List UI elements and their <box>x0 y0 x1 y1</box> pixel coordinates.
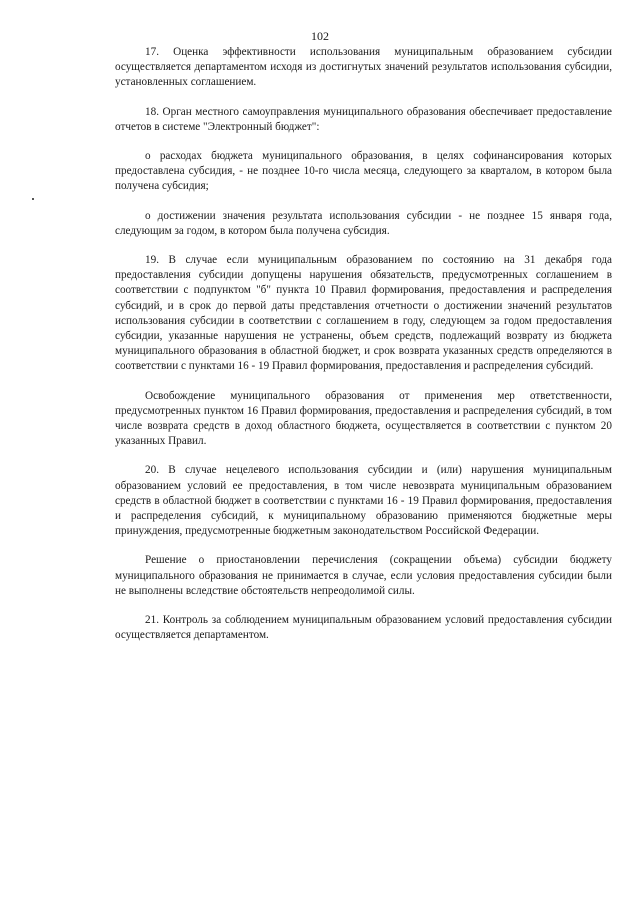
margin-mark <box>32 198 34 200</box>
paragraph-expenses-report: о расходах бюджета муниципального образования, в целях софинансирования которых предоставлена субсидия, - не позднее 10-го числа месяца, следующего за кварталом, в котором была получена субсидия; <box>115 150 612 193</box>
paragraph-result-report: о достижении значения результата использования субсидии - не позднее 15 января года, следующим за годом, в котором была получена субсидия. <box>115 209 612 237</box>
paragraph-item-17: 17. Оценка эффективности использования муниципальным образованием субсидии осуществляется департаментом исходя из достигнутых значений результатов использования субсидии, установленных соглашением. <box>115 46 612 89</box>
paragraph-item-18: 18. Орган местного самоуправления муниципального образования обеспечивает предоставление отчетов в системе "Электронный бюджет": <box>115 105 612 133</box>
paragraph-item-20: 20. В случае нецелевого использования субсидии и (или) нарушения муниципальным образованием условий ее предоставления, в том числе невозврата муниципальным образованием средств в областной бюджет в соответствии с пунктами 16 - 19 Правил формирования, предоставления и распределения субсидий, к муниципальному образованию применяются бюджетные меры принуждения, предусмотренные бюджетным законодательством Российской Федерации. <box>115 464 612 538</box>
paragraph-exemption: Освобождение муниципального образования от применения мер ответственности, предусмотренных пунктом 16 Правил формирования, предоставления и распределения субсидий, в том числе возврата средств в доход областного бюджета, осуществляется в соответствии с пунктом 20 указанных Правил. <box>115 389 612 448</box>
document-body <box>115 45 612 644</box>
page-number: 102 <box>311 29 329 43</box>
paragraph-suspension-decision: Решение о приостановлении перечисления (сокращении объема) субсидии бюджету муниципального образования не принимается в случае, если условия предоставления субсидии были не выполнены вследствие обстоятельств непреодолимой силы. <box>115 554 612 597</box>
paragraph-item-21: 21. Контроль за соблюдением муниципальным образованием условий предоставления субсидии осуществляется департаментом. <box>115 614 612 642</box>
paragraph-item-19: 19. В случае если муниципальным образованием по состоянию на 31 декабря года предоставления субсидии допущены нарушения обязательств, предусмотренных соглашением в соответствии с подпунктом "б" пункта 10 Правил формирования, предоставления и распределения субсидий, и в срок до первой даты представления отчетности о достижении значений результатов использования субсидии в соответствии с соглашением в году, следующем за годом предоставления субсидии, указанные нарушения не устранены, объем средств, подлежащий возврату из бюджета муниципального образования в областной бюджет, и срок возврата указанных средств определяются в соответствии с пунктами 16 - 19 Правил формирования, предоставления и распределения субсидий. <box>115 254 612 373</box>
